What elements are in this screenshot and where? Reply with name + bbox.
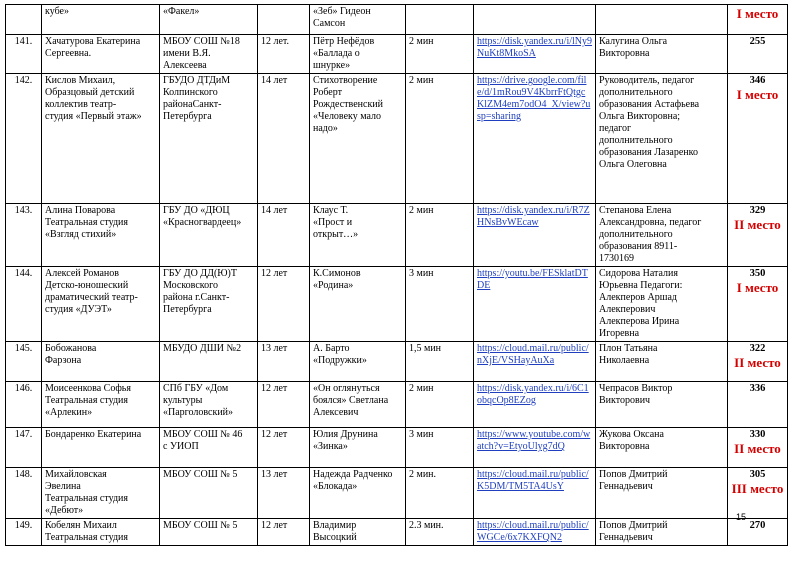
teacher: Жукова Оксана Викторовна [596,428,728,468]
video-link[interactable]: https://youtu.be/FESklatDTDE [474,267,596,342]
age: 14 лет [258,204,310,267]
table-row [6,267,788,342]
work-title: Пётр Нефёдов «Баллада о шнурке» [310,35,406,74]
participant-name: кубе» [42,5,160,35]
duration: 2 мин [406,74,474,204]
age: 12 лет [258,519,310,546]
teacher: Руководитель, педагог дополнительного образования Астафьева Ольга Викторовна; педагог дополнительного образования Лазаренко Ольга Олеговна [596,74,728,204]
score-cell [728,428,788,468]
place-award: II место [734,355,781,370]
row-number: 142. [6,74,42,204]
age [258,5,310,35]
table-row [6,204,788,267]
organization: МБОУ СОШ № 46 с УИОП [160,428,258,468]
row-number: 143. [6,204,42,267]
work-title: «Зеб» Гидеон Самсон [310,5,406,35]
video-link[interactable]: https://disk.yandex.ru/i/6C1obqcOp8EZog [474,382,596,428]
duration: 2 мин [406,382,474,428]
score: 255 [749,36,766,47]
score-cell [728,342,788,382]
duration: 2 мин. [406,468,474,519]
row-number [6,5,42,35]
teacher: Попов Дмитрий Геннадьевич [596,468,728,519]
score-cell [728,5,788,35]
participant-name: Бондаренко Екатерина [42,428,160,468]
table-row [6,428,788,468]
table-row [6,5,788,35]
organization: МБУДО ДШИ №2 [160,342,258,382]
table-row [6,342,788,382]
row-number: 145. [6,342,42,382]
participant-name: Алексей Романов Детско-юношеский драматический театр- студия «ДУЭТ» [42,267,160,342]
place-award: I место [736,87,779,102]
work-title: А. Барто «Подружки» [310,342,406,382]
teacher: Степанова Елена Александровна, педагог дополнительного образования 8911- 1730169 [596,204,728,267]
score-cell [728,35,788,74]
score: 329 [749,205,766,216]
organization: МБОУ СОШ № 5 [160,468,258,519]
work-title: Клаус Т. «Прост и открыт…» [310,204,406,267]
score: 322 [749,343,766,354]
score: 305 [749,469,766,480]
organization: «Факел» [160,5,258,35]
score-cell [728,468,788,519]
page-number: 15 [735,512,746,522]
row-number: 144. [6,267,42,342]
score-cell [728,519,788,546]
organization: МБОУ СОШ №18 имени В.Я. Алексеева [160,35,258,74]
table-row [6,468,788,519]
work-title: Стихотворение Роберт Рождественский «Человеку мало надо» [310,74,406,204]
score: 346 [749,75,766,86]
duration [406,5,474,35]
row-number: 149. [6,519,42,546]
video-link[interactable] [474,5,596,35]
teacher: Сидорова Наталия Юрьевна Педагоги: Алекперов Аршад Алекперович Алекперова Ирина Игоревна [596,267,728,342]
duration: 2.3 мин. [406,519,474,546]
participant-name: Бобожанова Фарзона [42,342,160,382]
video-link[interactable]: https://www.youtube.com/watch?v=EtyoUlyg7dQ [474,428,596,468]
score-cell [728,74,788,204]
participant-name: Михайловская Эвелина Театральная студия «Дебют» [42,468,160,519]
table-row [6,519,788,546]
age: 12 лет [258,428,310,468]
teacher [596,5,728,35]
place-award: III место [731,481,784,496]
row-number: 141. [6,35,42,74]
score: 330 [749,429,766,440]
work-title: Юлия Друнина «Зинка» [310,428,406,468]
score-cell [728,204,788,267]
organization: ГБУДО ДТДиМ Колпинского районаСанкт- Петербурга [160,74,258,204]
age: 14 лет [258,74,310,204]
score: 270 [749,520,766,531]
table-row [6,382,788,428]
place-award: I место [736,280,779,295]
place-award: II место [734,441,781,456]
teacher: Попов Дмитрий Геннадьевич [596,519,728,546]
video-link[interactable]: https://disk.yandex.ru/i/lNy9NuKt8MkoSA [474,35,596,74]
organization: ГБУ ДО «ДЮЦ «Красногвардеец» [160,204,258,267]
duration: 3 мин [406,267,474,342]
row-number: 148. [6,468,42,519]
video-link[interactable]: https://cloud.mail.ru/public/nXjE/VSHayAuXa [474,342,596,382]
results-table [5,4,788,546]
participant-name: Кислов Михаил, Образцовый детский коллектив театр- студия «Первый этаж» [42,74,160,204]
video-link[interactable]: https://drive.google.com/file/d/1mRou9V4KbrrFtQtgcKlZM4em7odO4_X/view?usp=sharing [474,74,596,204]
duration: 1,5 мин [406,342,474,382]
participant-name: Хачатурова Екатерина Сергеевна. [42,35,160,74]
score: 336 [749,383,766,394]
table-row [6,35,788,74]
teacher: Калугина Ольга Викторовна [596,35,728,74]
participant-name: Алина Поварова Театральная студия «Взгляд стихий» [42,204,160,267]
work-title: «Он оглянуться боялся» Светлана Алексевич [310,382,406,428]
organization: СПб ГБУ «Дом культуры «Парголовский» [160,382,258,428]
video-link[interactable]: https://cloud.mail.ru/public/WGCe/6x7KXFQN2 [474,519,596,546]
work-title: Владимир Высоцкий [310,519,406,546]
teacher: Плон Татьяна Николаевна [596,342,728,382]
row-number: 147. [6,428,42,468]
score-cell [728,382,788,428]
duration: 2 мин [406,35,474,74]
participant-name: Кобелян Михаил Театральная студия [42,519,160,546]
organization: МБОУ СОШ № 5 [160,519,258,546]
participant-name: Моисеенкова Софья Театральная студия «Арлекин» [42,382,160,428]
duration: 3 мин [406,428,474,468]
age: 13 лет [258,468,310,519]
organization: ГБУ ДО ДД(Ю)Т Московского района г.Санкт- Петербурга [160,267,258,342]
place-award: I место [736,6,779,21]
row-number: 146. [6,382,42,428]
age: 13 лет [258,342,310,382]
score-cell [728,267,788,342]
work-title: Надежда Радченко «Блокада» [310,468,406,519]
video-link[interactable]: https://cloud.mail.ru/public/K5DM/TM5TA4UsY [474,468,596,519]
teacher: Чепрасов Виктор Викторович [596,382,728,428]
duration: 2 мин [406,204,474,267]
age: 12 лет [258,382,310,428]
age: 12 лет [258,267,310,342]
place-award: II место [734,217,781,232]
video-link[interactable]: https://disk.yandex.ru/i/R7ZHNsBvWEcaw [474,204,596,267]
work-title: К.Симонов «Родина» [310,267,406,342]
score: 350 [749,268,766,279]
age: 12 лет. [258,35,310,74]
table-row [6,74,788,204]
